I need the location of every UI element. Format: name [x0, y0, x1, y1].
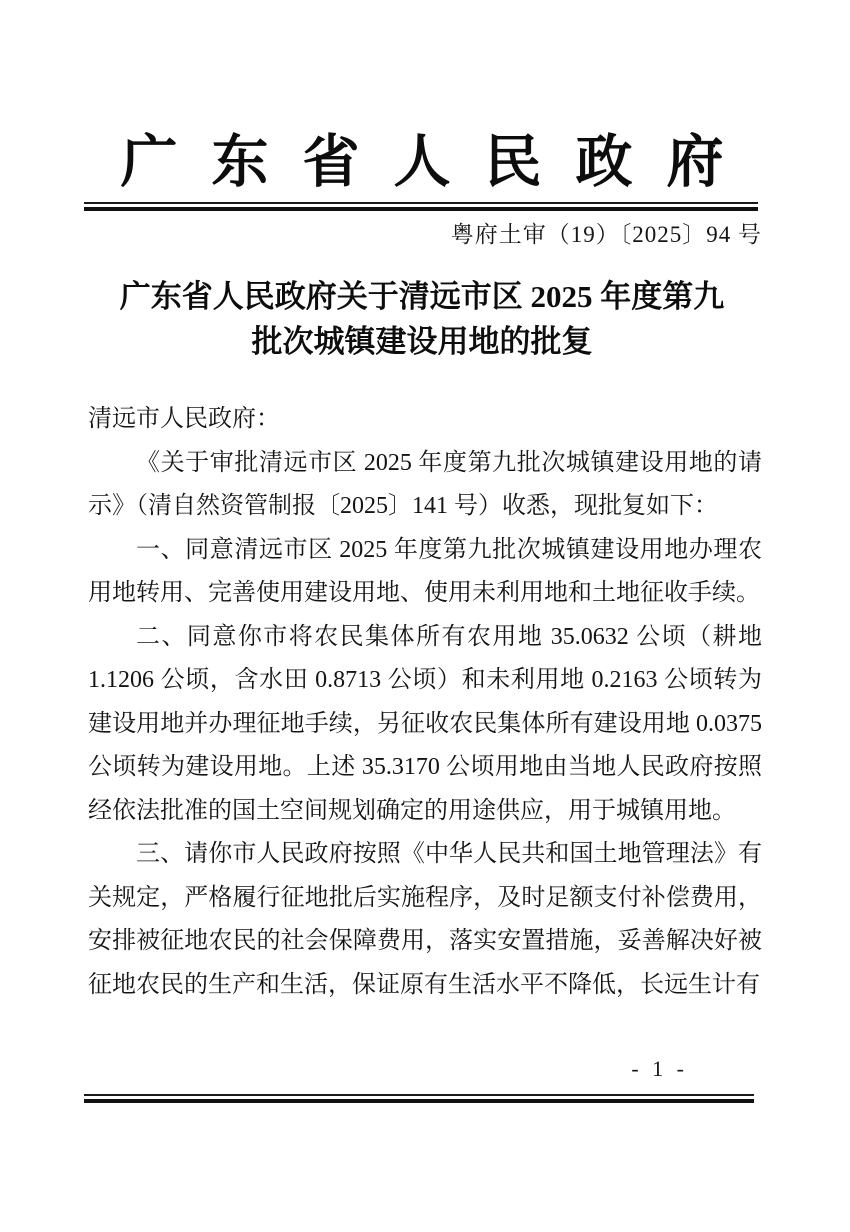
paragraph-intro: 《关于审批清远市区 2025 年度第九批次城镇建设用地的请示》（清自然资管制报〔2025〕141 号）收悉，现批复如下： [88, 449, 762, 519]
footer-divider-thick-line [84, 1099, 754, 1103]
document-body [88, 398, 762, 1007]
footer-divider [84, 1094, 754, 1103]
document-title [84, 274, 760, 364]
salutation: 清远市人民政府： [88, 406, 280, 432]
paragraph-item-3: 三、请你市人民政府按照《中华人民共和国土地管理法》有关规定，严格履行征地批后实施程序，及时足额支付补偿费用，安排被征地农民的社会保障费用，落实安置措施，妥善解决好被征地农民的生产和生活，保证原有生活水平不降低，长远生计有 [88, 841, 762, 998]
document-number: 粤府土审（19）〔2025〕94 号 [450, 222, 762, 247]
document-title-line2: 批次城镇建设用地的批复 [251, 324, 593, 359]
header-divider-thick-line [84, 207, 758, 211]
paragraph-item-1: 一、同意清远市区 2025 年度第九批次城镇建设用地办理农用地转用、完善使用建设用地、使用未利用地和土地征收手续。 [88, 536, 762, 606]
document-title-line1: 广东省人民政府关于清远市区 2025 年度第九 [119, 279, 725, 314]
issuer-name: 广东省人民政府 [120, 131, 758, 194]
paragraph-item-2: 二、同意你市将农民集体所有农用地 35.0632 公顷（耕地 1.1206 公顷，含水田 0.8713 公顷）和未利用地 0.2163 公顷转为建设用地并办理征地手续，另征收农民集体所有建设用地 0.0375 公顷转为建设用地。上述 35.3170 公顷用地由当地人民政府按照经依法批准的国土空间规划确定的用途供应，用于城镇用地。 [88, 623, 762, 824]
header-divider [84, 202, 758, 211]
page-number: - 1 - [631, 1056, 688, 1081]
